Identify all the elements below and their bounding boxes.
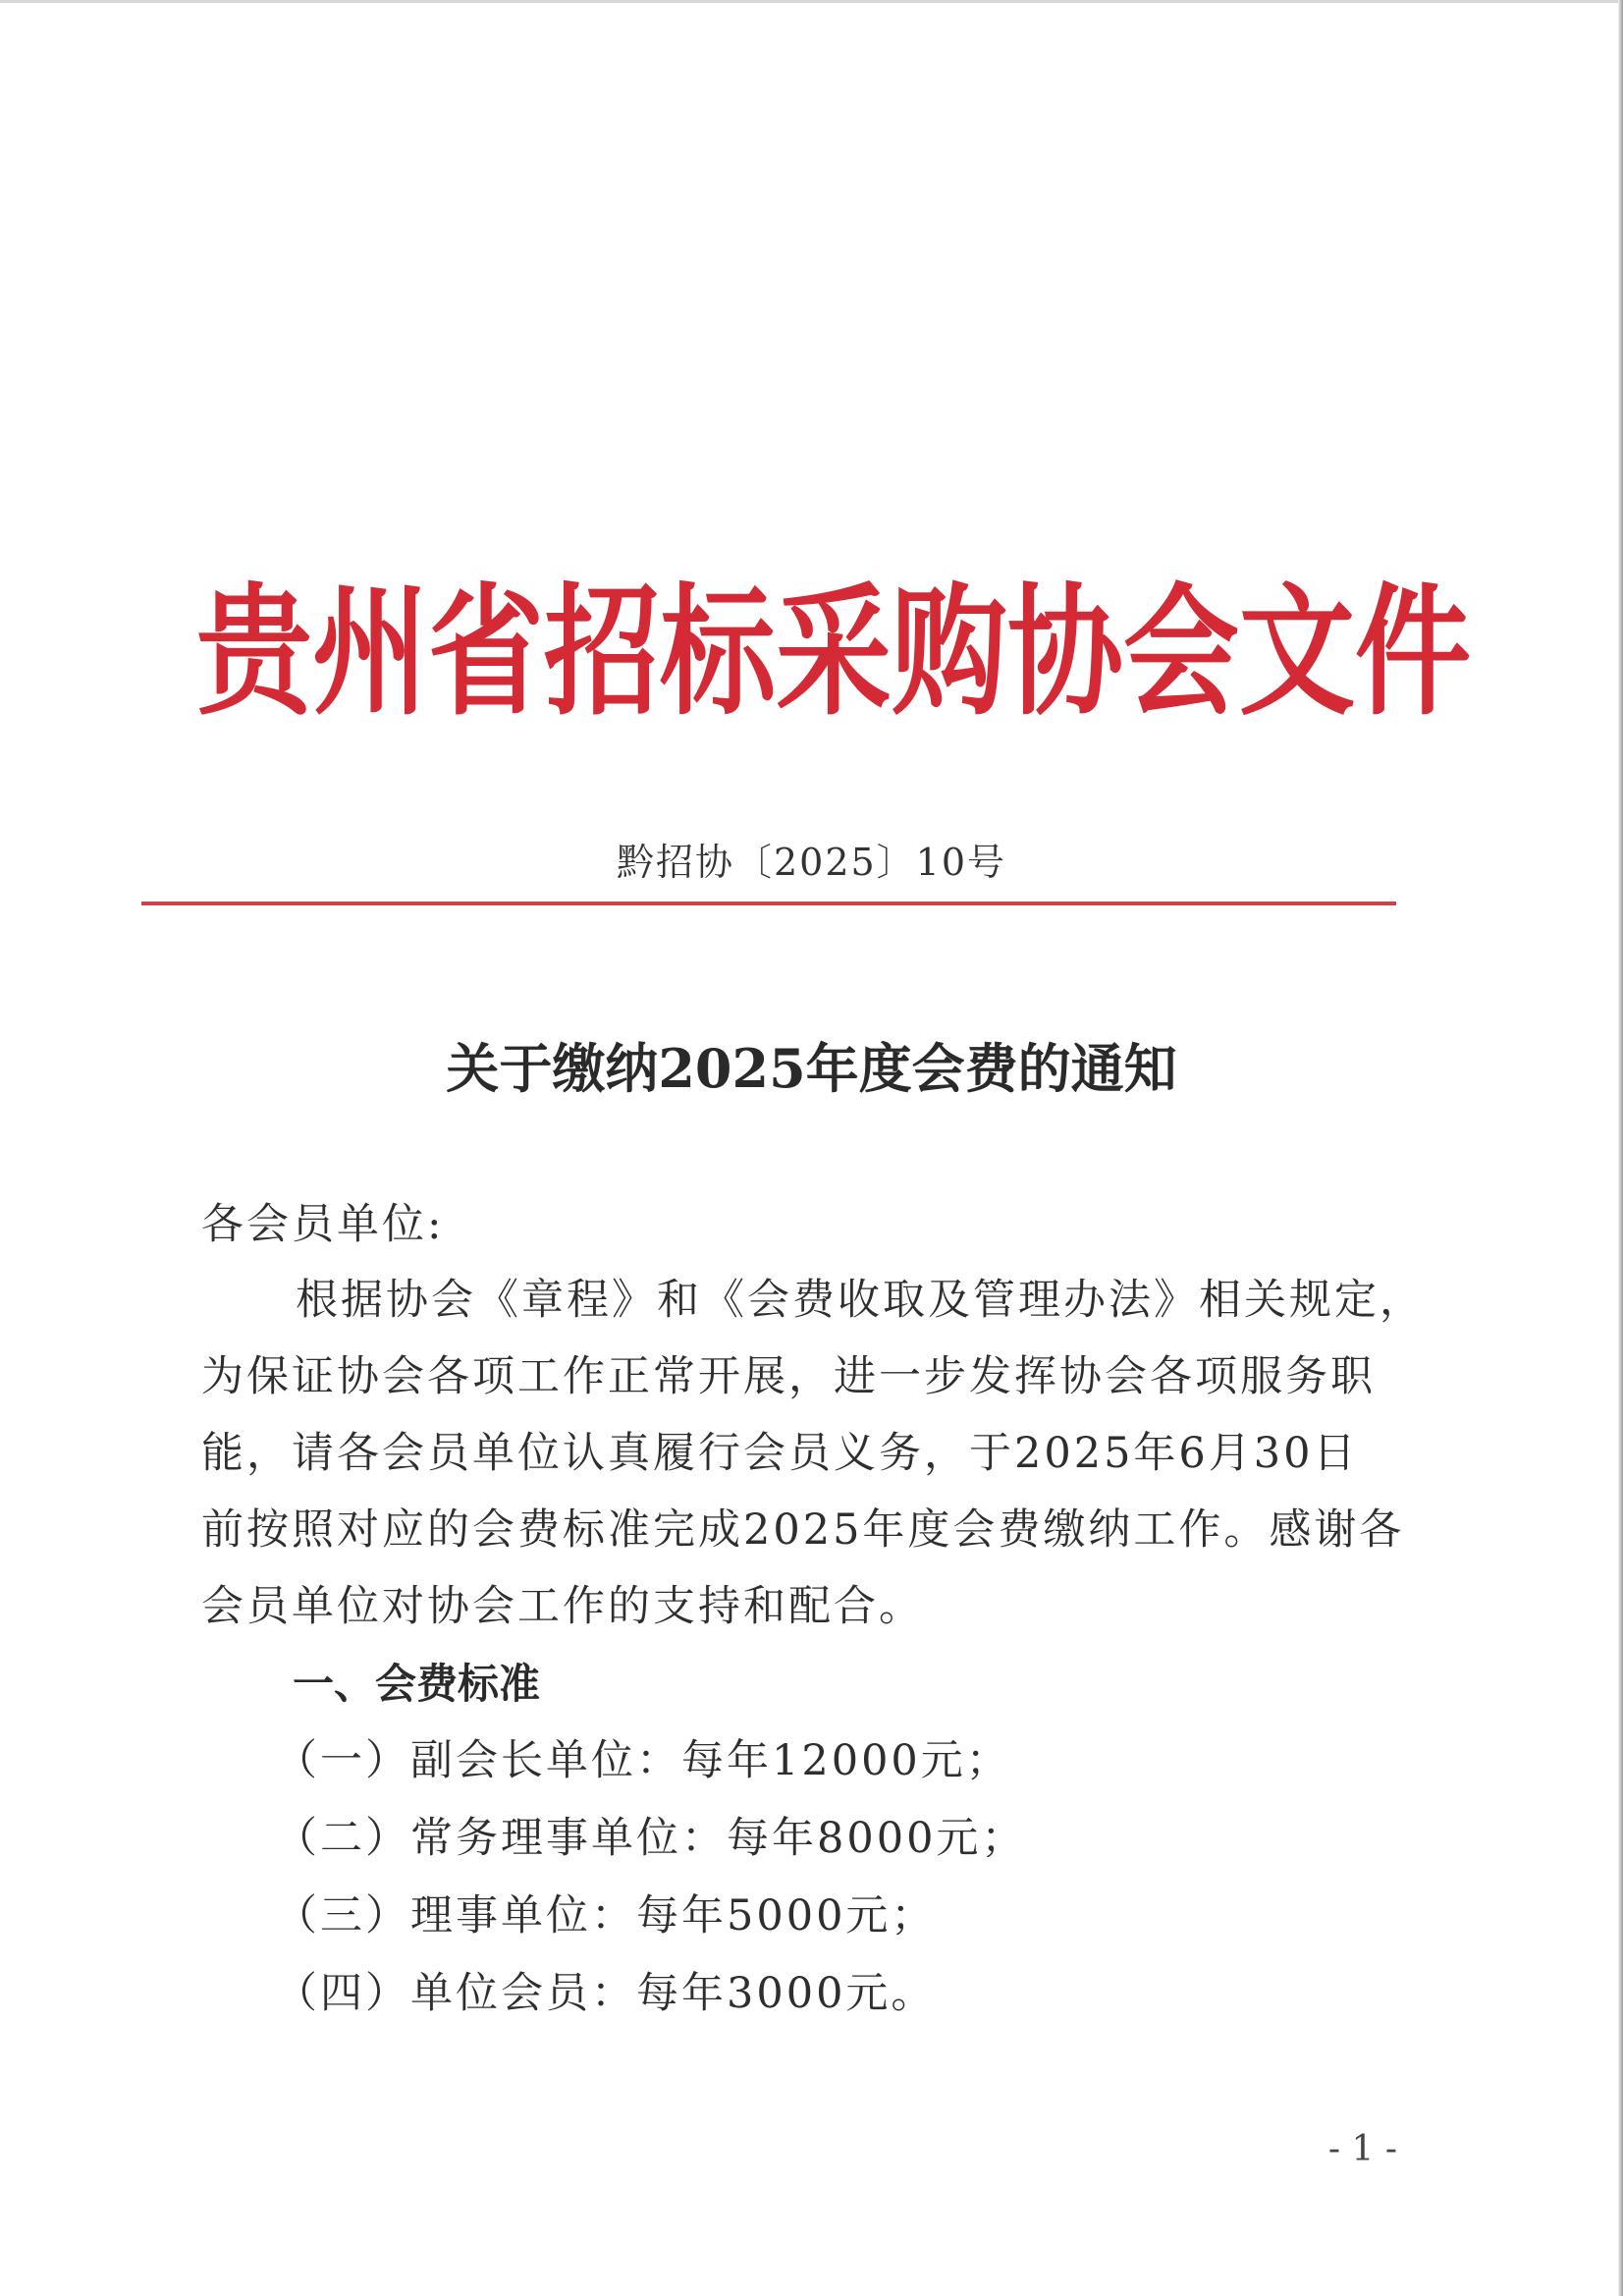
fee-item-unit-member: （四）单位会员：每年3000元。 xyxy=(275,1969,937,2018)
document-number: 黔招协〔2025〕10号 xyxy=(616,841,1007,884)
red-divider-line xyxy=(141,902,1396,905)
document-masthead: 贵州省招标采购协会文件 xyxy=(196,569,1472,736)
body-paragraph xyxy=(201,1262,1425,1645)
paragraph-line: 为保证协会各项工作正常开展，进一步发挥协会各项服务职 xyxy=(201,1352,1376,1401)
page-number: - 1 - xyxy=(1327,2129,1397,2169)
paragraph-line: 前按照对应的会费标准完成2025年度会费缴纳工作。感谢各 xyxy=(201,1505,1405,1555)
paragraph-line: 能，请各会员单位认真履行会员义务，于2025年6月30日 xyxy=(201,1429,1359,1478)
notice-title: 关于缴纳2025年度会费的通知 xyxy=(446,1037,1177,1100)
salutation: 各会员单位: xyxy=(201,1200,445,1249)
section-heading-fee-standard: 一、会费标准 xyxy=(293,1660,541,1708)
paragraph-line: 根据协会《章程》和《会费收取及管理办法》相关规定， xyxy=(296,1276,1425,1325)
fee-item-executive-director: （二）常务理事单位：每年8000元； xyxy=(275,1814,1027,1863)
fee-item-director: （三）理事单位：每年5000元； xyxy=(275,1891,937,1941)
paragraph-line: 会员单位对协会工作的支持和配合。 xyxy=(201,1582,924,1631)
fee-standard-list xyxy=(275,1722,1026,2033)
scan-edge-right xyxy=(1618,0,1623,2296)
fee-item-vice-president: （一）副会长单位：每年12000元； xyxy=(275,1736,1011,1785)
scan-edge-top xyxy=(0,0,1623,3)
